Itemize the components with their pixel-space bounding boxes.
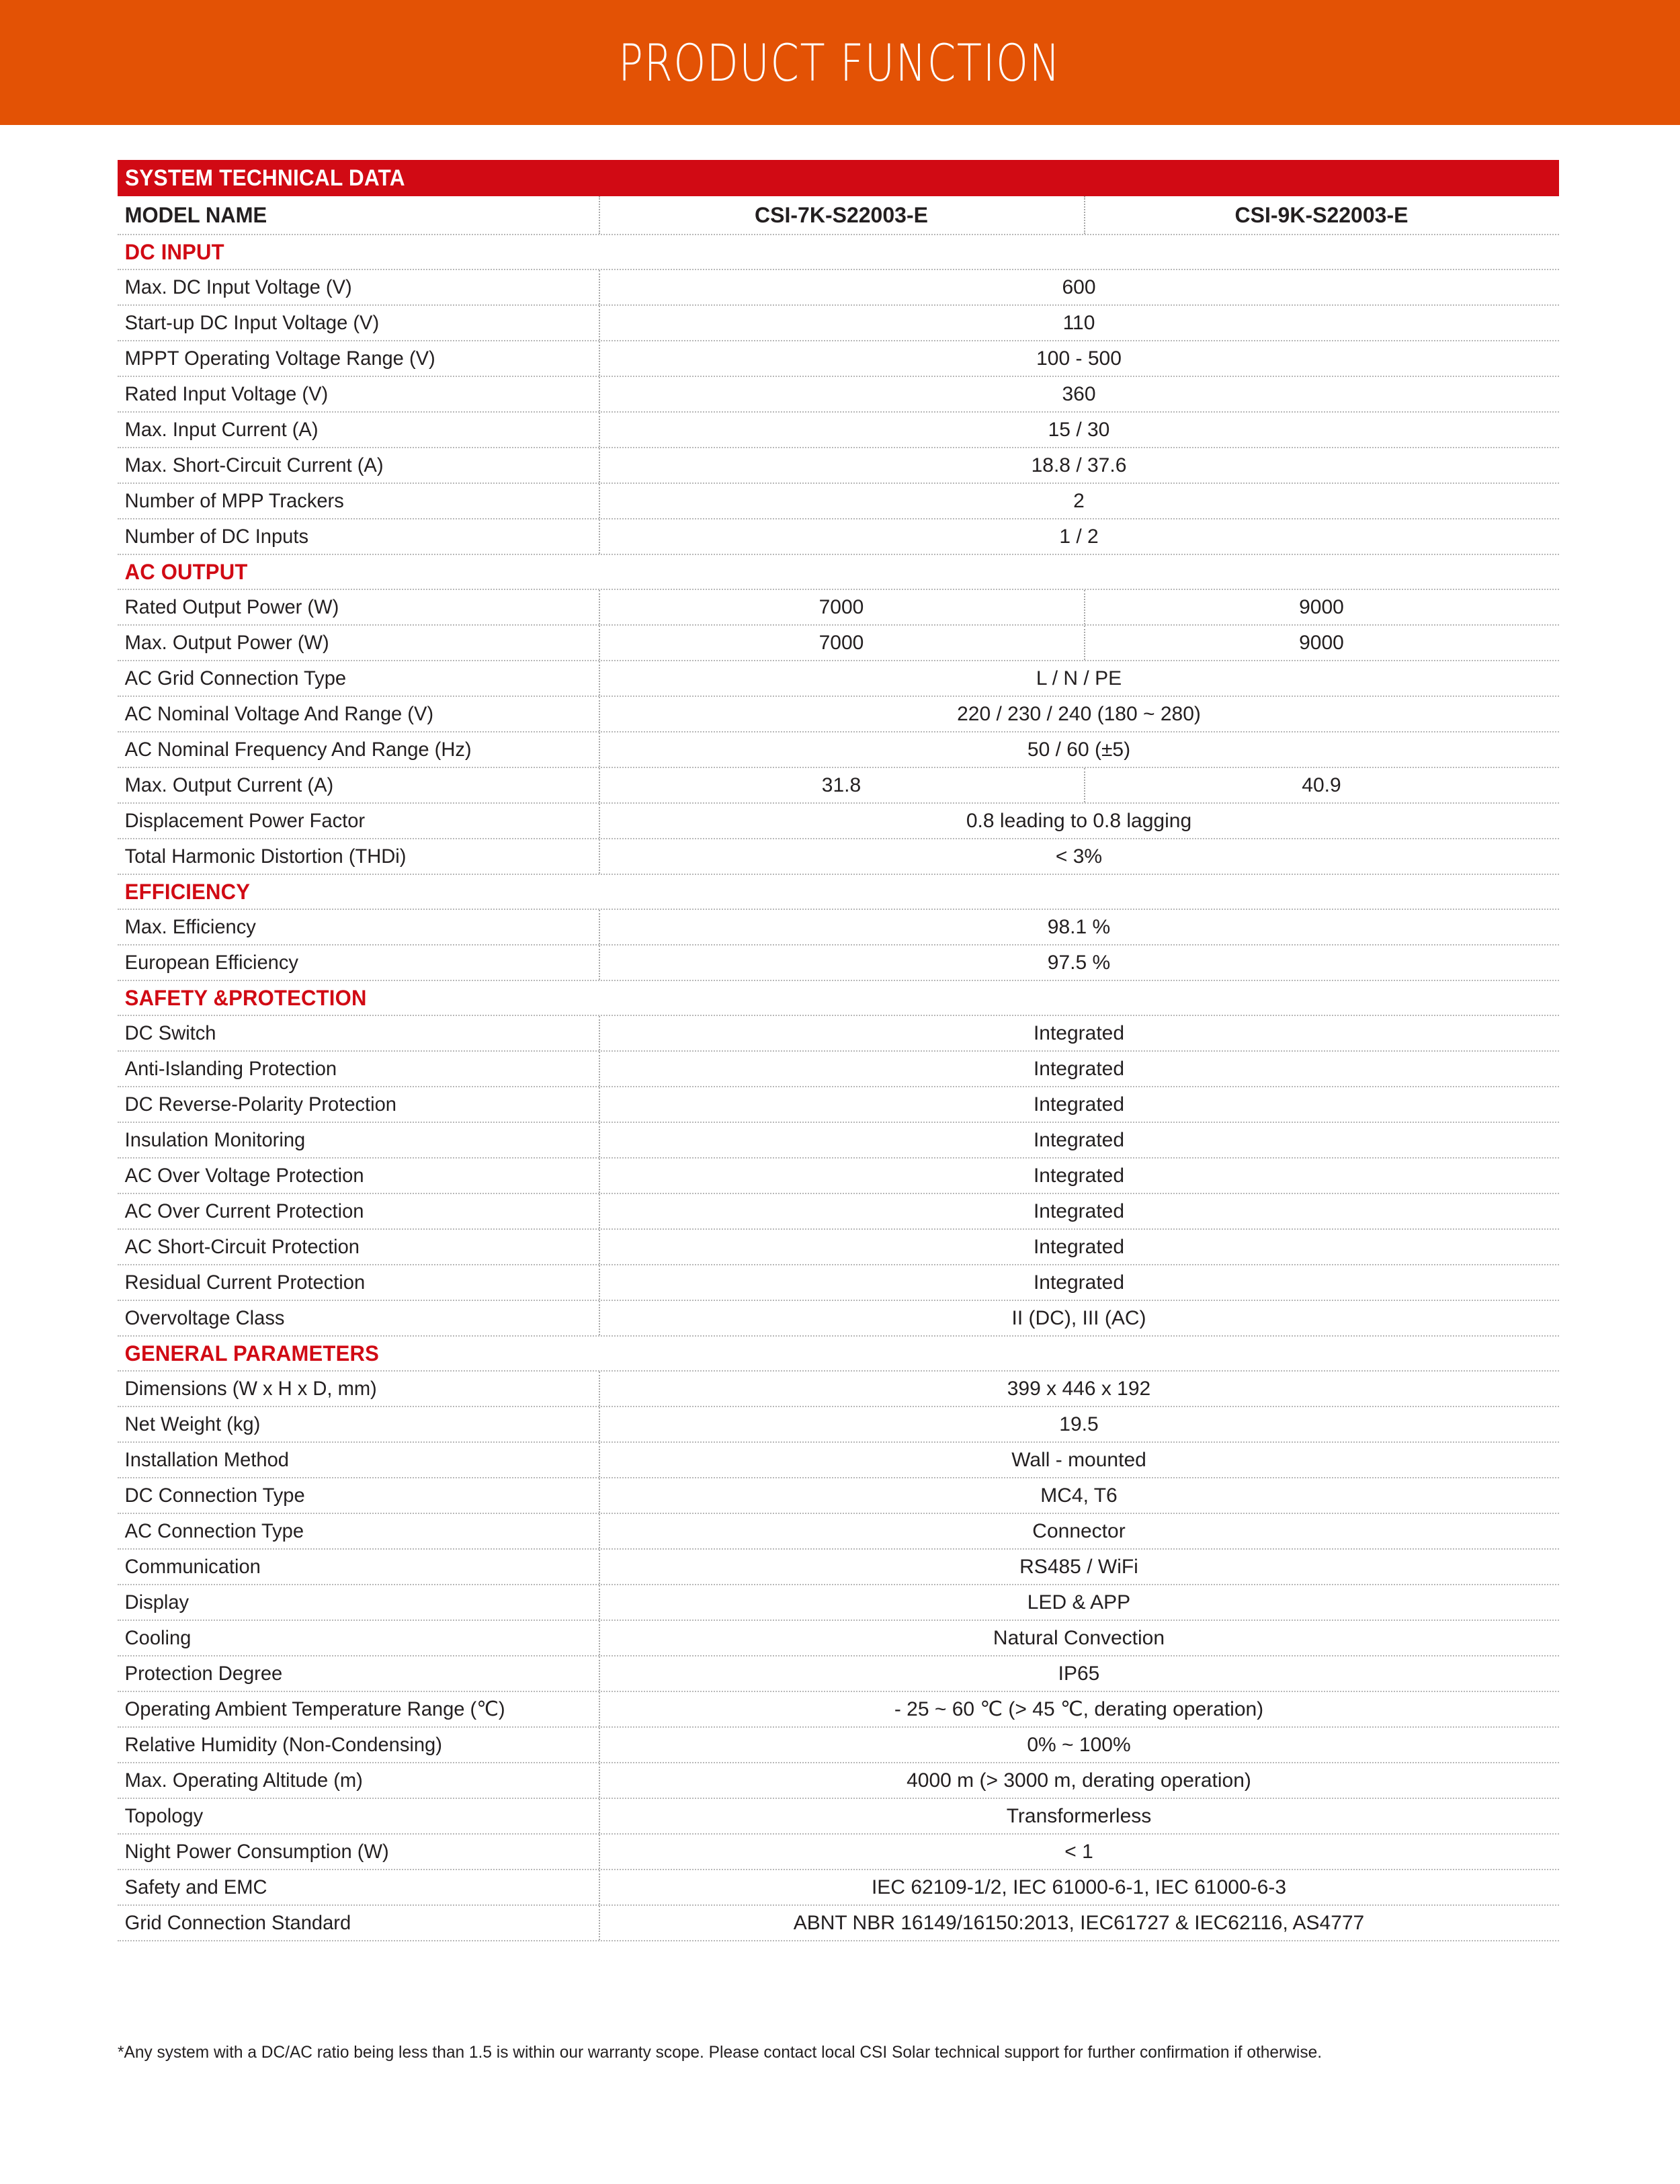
table-row (118, 804, 1559, 839)
row-label: European Efficiency (124, 951, 298, 974)
row-value-shared: < 1 (1064, 1840, 1093, 1863)
table-row (118, 1585, 1559, 1621)
row-value-shared: IEC 62109-1/2, IEC 61000-6-1, IEC 61000-6-3 (871, 1876, 1287, 1898)
row-value-model-1: 7000 (818, 595, 864, 618)
row-value-shared: Connector (1032, 1519, 1126, 1542)
column-separator-1 (599, 697, 600, 731)
column-separator-1 (599, 413, 600, 447)
table-row (118, 1443, 1559, 1478)
table-row (118, 626, 1559, 661)
row-label: Rated Input Voltage (V) (124, 382, 329, 405)
table-row (118, 1478, 1559, 1514)
row-value-shared: 0% ~ 100% (1027, 1733, 1131, 1756)
row-value-shared: IP65 (1058, 1662, 1100, 1685)
row-label: Max. Efficiency (124, 915, 256, 938)
column-separator-1 (599, 1443, 600, 1477)
table-row (118, 519, 1559, 555)
row-value-shared: - 25 ~ 60 ℃ (> 45 ℃, derating operation) (894, 1698, 1264, 1720)
column-separator-2 (1084, 626, 1085, 660)
row-label: DC Connection Type (124, 1484, 305, 1507)
table-row (118, 1763, 1559, 1799)
row-value-model-2: 9000 (1299, 631, 1344, 654)
row-value-shared: Integrated (1033, 1128, 1125, 1151)
row-label: AC Nominal Frequency And Range (Hz) (124, 738, 472, 761)
column-separator-1 (599, 1656, 600, 1691)
column-separator-1 (599, 1478, 600, 1513)
column-separator-2 (1084, 196, 1085, 234)
row-label: AC Grid Connection Type (124, 667, 347, 689)
row-label: Topology (124, 1804, 204, 1827)
column-separator-1 (599, 1123, 600, 1157)
row-label: Displacement Power Factor (124, 809, 366, 832)
row-value-shared: 360 (1062, 382, 1096, 405)
row-label: Max. DC Input Voltage (V) (124, 276, 352, 298)
row-value-shared: 4000 m (> 3000 m, derating operation) (907, 1769, 1251, 1792)
row-label: MODEL NAME (124, 202, 267, 227)
row-value-shared: Integrated (1033, 1164, 1125, 1187)
row-value-model-2: 40.9 (1302, 773, 1341, 796)
table-body (118, 235, 1559, 1941)
row-label: Number of MPP Trackers (124, 489, 344, 512)
row-label: Rated Output Power (W) (124, 595, 339, 618)
section-title: GENERAL PARAMETERS (124, 1341, 379, 1366)
column-separator-1 (599, 1799, 600, 1833)
column-separator-1 (599, 1692, 600, 1726)
section-header-row (118, 235, 1559, 270)
row-label: AC Over Current Protection (124, 1200, 364, 1222)
row-value-model-1: 31.8 (821, 773, 862, 796)
row-value-shared: 1 / 2 (1059, 525, 1099, 548)
row-label: Display (124, 1591, 190, 1613)
table-row (118, 768, 1559, 804)
column-separator-1 (599, 341, 600, 376)
row-value-shared: Integrated (1033, 1271, 1125, 1294)
table-row (118, 1906, 1559, 1941)
technical-data-table (118, 160, 1559, 1941)
row-label: MPPT Operating Voltage Range (V) (124, 347, 435, 370)
row-value-shared: ABNT NBR 16149/16150:2013, IEC61727 & IEC62116, AS4777 (793, 1911, 1365, 1934)
row-value-shared: 399 x 446 x 192 (1007, 1377, 1151, 1400)
row-label: Residual Current Protection (124, 1271, 366, 1294)
table-row (118, 377, 1559, 413)
column-separator-1 (599, 1728, 600, 1762)
row-value-shared: 220 / 230 / 240 (180 ~ 280) (957, 702, 1201, 725)
row-value-shared: L / N / PE (1036, 667, 1122, 689)
model-2-name: CSI-9K-S22003-E (1234, 202, 1409, 227)
row-value-shared: Integrated (1033, 1057, 1125, 1080)
section-header-row (118, 1337, 1559, 1372)
row-label: Protection Degree (124, 1662, 283, 1685)
page-title: PRODUCT FUNCTION (618, 32, 1062, 93)
table-row (118, 306, 1559, 341)
section-title: DC INPUT (124, 239, 224, 264)
section-header-row (118, 981, 1559, 1016)
row-value-shared: 110 (1062, 311, 1095, 334)
row-value-shared: Integrated (1033, 1093, 1125, 1116)
row-label: AC Connection Type (124, 1519, 304, 1542)
row-value-shared: 98.1 % (1047, 915, 1111, 938)
column-separator-1 (599, 1372, 600, 1406)
column-separator-1 (599, 1835, 600, 1869)
row-label: Cooling (124, 1626, 192, 1649)
section-title: SAFETY &PROTECTION (124, 985, 367, 1010)
row-label: Number of DC Inputs (124, 525, 308, 548)
table-row (118, 590, 1559, 626)
column-separator-1 (599, 1621, 600, 1655)
row-label: Overvoltage Class (124, 1306, 285, 1329)
section-header-row (118, 555, 1559, 590)
row-value-shared: 15 / 30 (1048, 418, 1110, 441)
table-row (118, 1514, 1559, 1550)
column-separator-1 (599, 839, 600, 874)
column-separator-1 (599, 1087, 600, 1122)
row-value-shared: RS485 / WiFi (1019, 1555, 1138, 1578)
row-value-shared: Wall - mounted (1011, 1448, 1146, 1471)
row-label: Total Harmonic Distortion (THDi) (124, 845, 407, 868)
row-value-shared: 18.8 / 37.6 (1031, 454, 1127, 476)
column-separator-1 (599, 519, 600, 554)
row-value-shared: 100 - 500 (1036, 347, 1122, 370)
column-separator-1 (599, 306, 600, 340)
row-value-shared: 600 (1062, 276, 1096, 298)
column-separator-1 (599, 1550, 600, 1584)
row-label: Max. Output Power (W) (124, 631, 329, 654)
row-label: Insulation Monitoring (124, 1128, 306, 1151)
row-value-shared: Natural Convection (993, 1626, 1165, 1649)
row-label: Net Weight (kg) (124, 1413, 261, 1435)
table-row-model-name (118, 196, 1559, 235)
column-separator-1 (599, 732, 600, 767)
column-separator-1 (599, 804, 600, 838)
row-label: AC Nominal Voltage And Range (V) (124, 702, 434, 725)
row-value-shared: LED & APP (1027, 1591, 1131, 1613)
table-row (118, 1052, 1559, 1087)
row-label: Start-up DC Input Voltage (V) (124, 311, 380, 334)
table-row (118, 1265, 1559, 1301)
row-value-shared: Transformerless (1006, 1804, 1152, 1827)
row-label: AC Over Voltage Protection (124, 1164, 364, 1187)
row-label: Relative Humidity (Non-Condensing) (124, 1733, 442, 1756)
column-separator-1 (599, 484, 600, 518)
table-row (118, 413, 1559, 448)
row-value-shared: Integrated (1033, 1235, 1125, 1258)
row-label: AC Short-Circuit Protection (124, 1235, 360, 1258)
column-separator-2 (1084, 768, 1085, 802)
table-row (118, 1550, 1559, 1585)
row-label: Operating Ambient Temperature Range (℃) (124, 1698, 505, 1720)
table-row (118, 839, 1559, 875)
column-separator-1 (599, 1230, 600, 1264)
column-separator-1 (599, 377, 600, 411)
row-label: Anti-Islanding Protection (124, 1057, 337, 1080)
row-value-shared: 0.8 leading to 0.8 lagging (966, 809, 1192, 832)
page-banner (0, 0, 1680, 125)
row-value-shared: 97.5 % (1047, 951, 1111, 974)
table-row (118, 732, 1559, 768)
section-header-row (118, 875, 1559, 910)
column-separator-1 (599, 1763, 600, 1798)
table-row (118, 1835, 1559, 1870)
row-label: Communication (124, 1555, 261, 1578)
column-separator-1 (599, 1870, 600, 1904)
table-row (118, 1728, 1559, 1763)
table-row (118, 270, 1559, 306)
table-row (118, 1016, 1559, 1052)
row-label: Max. Input Current (A) (124, 418, 319, 441)
row-label: Max. Output Current (A) (124, 773, 334, 796)
row-value-shared: MC4, T6 (1040, 1484, 1118, 1507)
table-row (118, 1159, 1559, 1194)
row-label: Max. Short-Circuit Current (A) (124, 454, 384, 476)
column-separator-1 (599, 626, 600, 660)
column-separator-1 (599, 1159, 600, 1193)
row-value-shared: Integrated (1033, 1021, 1125, 1044)
row-value-model-2: 9000 (1299, 595, 1344, 618)
row-label: Grid Connection Standard (124, 1911, 351, 1934)
row-label: Night Power Consumption (W) (124, 1840, 389, 1863)
table-row (118, 1692, 1559, 1728)
column-separator-1 (599, 1301, 600, 1335)
model-1-name: CSI-7K-S22003-E (755, 202, 928, 227)
column-separator-1 (599, 196, 600, 234)
column-separator-1 (599, 1585, 600, 1620)
table-row (118, 1870, 1559, 1906)
table-row (118, 1194, 1559, 1230)
table-row (118, 1799, 1559, 1835)
table-row (118, 1407, 1559, 1443)
row-label: DC Switch (124, 1021, 216, 1044)
table-row (118, 1087, 1559, 1123)
column-separator-1 (599, 1016, 600, 1050)
row-value-model-1: 7000 (818, 631, 864, 654)
column-separator-1 (599, 1265, 600, 1300)
column-separator-2 (1084, 590, 1085, 624)
column-separator-1 (599, 1194, 600, 1228)
column-separator-1 (599, 448, 600, 482)
table-row (118, 341, 1559, 377)
column-separator-1 (599, 270, 600, 304)
table-row (118, 1656, 1559, 1692)
table-row (118, 910, 1559, 946)
table-header-label: SYSTEM TECHNICAL DATA (125, 165, 405, 191)
table-row (118, 661, 1559, 697)
table-row (118, 1123, 1559, 1159)
row-value-shared: II (DC), III (AC) (1011, 1306, 1146, 1329)
footnote: *Any system with a DC/AC ratio being less than 1.5 is within our warranty scope. Please contact local CSI Solar technical support for further confirmation if otherwise. (118, 2043, 1322, 2062)
column-separator-1 (599, 661, 600, 696)
row-label: Safety and EMC (124, 1876, 267, 1898)
table-row (118, 946, 1559, 981)
column-separator-1 (599, 946, 600, 980)
table-row (118, 1230, 1559, 1265)
table-row (118, 1621, 1559, 1656)
table-row (118, 697, 1559, 732)
column-separator-1 (599, 1052, 600, 1086)
row-value-shared: 2 (1073, 489, 1085, 512)
section-title: EFFICIENCY (124, 879, 251, 904)
table-row (118, 1372, 1559, 1407)
row-value-shared: 19.5 (1059, 1413, 1099, 1435)
table-row (118, 448, 1559, 484)
table-row (118, 1301, 1559, 1337)
column-separator-1 (599, 910, 600, 944)
row-label: Max. Operating Altitude (m) (124, 1769, 363, 1792)
section-title: AC OUTPUT (124, 559, 248, 584)
column-separator-1 (599, 768, 600, 802)
row-value-shared: 50 / 60 (±5) (1027, 738, 1131, 761)
row-label: DC Reverse-Polarity Protection (124, 1093, 396, 1116)
table-row (118, 484, 1559, 519)
column-separator-1 (599, 1906, 600, 1940)
row-value-shared: < 3% (1055, 845, 1103, 868)
column-separator-1 (599, 1514, 600, 1548)
column-separator-1 (599, 1407, 600, 1441)
row-label: Installation Method (124, 1448, 289, 1471)
table-header-bar (118, 160, 1559, 196)
column-separator-1 (599, 590, 600, 624)
row-value-shared: Integrated (1033, 1200, 1125, 1222)
row-label: Dimensions (W x H x D, mm) (124, 1377, 377, 1400)
